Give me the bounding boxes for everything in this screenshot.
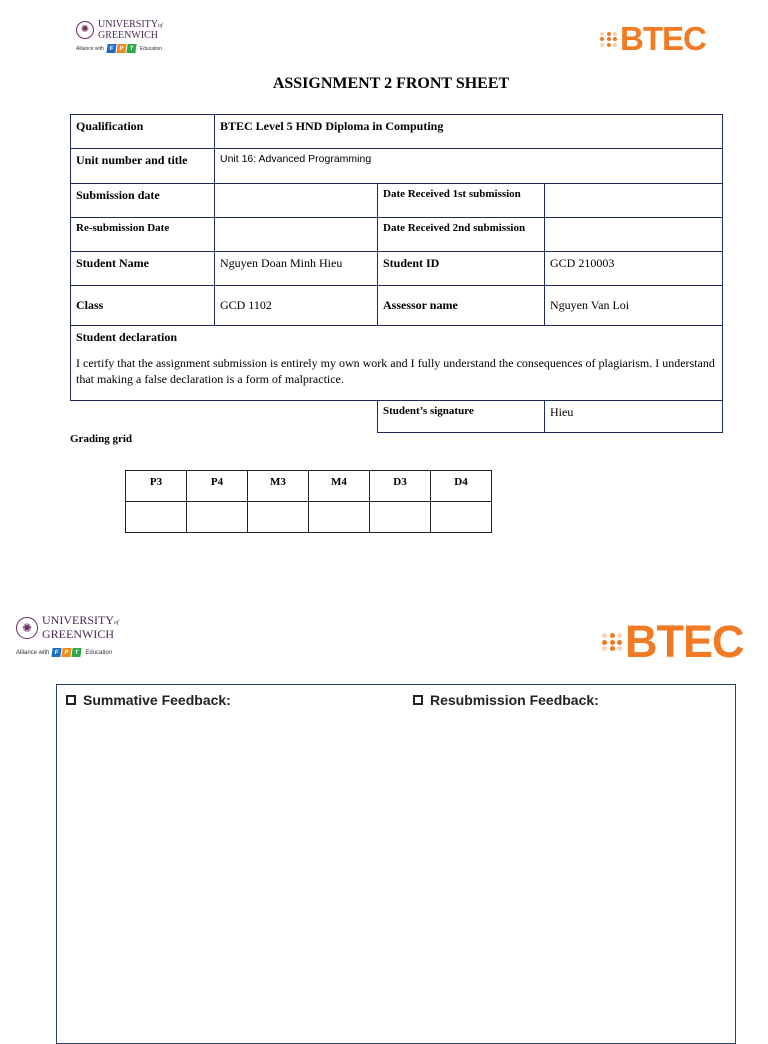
checkbox-icon[interactable] xyxy=(413,695,423,705)
front-sheet-table xyxy=(70,114,723,433)
university-of-greenwich-logo-2: ✺ UNIVERSITYof GREENWICH Alliance with F P T Education xyxy=(16,613,119,656)
date-received-1-label: Date Received 1st submission xyxy=(378,184,545,218)
assessor-value: Nguyen Van Loi xyxy=(545,286,723,326)
grade-header: D3 xyxy=(370,471,431,502)
assessor-label: Assessor name xyxy=(378,286,545,326)
grading-value-row xyxy=(126,502,492,533)
table-row xyxy=(71,252,723,286)
student-name-label: Student Name xyxy=(71,252,215,286)
signature-label: Student’s signature xyxy=(378,401,545,433)
university-of-greenwich-logo: ✺ UNIVERSITYof GREENWICH Alliance with F P T Education xyxy=(76,19,163,52)
unit-label: Unit number and title xyxy=(71,149,215,184)
qualification-label: Qualification xyxy=(71,115,215,149)
table-row xyxy=(71,218,723,252)
fpt-logo: F P T xyxy=(107,44,137,53)
grade-header: P4 xyxy=(187,471,248,502)
grade-cell[interactable] xyxy=(126,502,187,533)
page-title: ASSIGNMENT 2 FRONT SHEET xyxy=(272,75,510,92)
grading-grid xyxy=(125,470,492,533)
grade-cell[interactable] xyxy=(187,502,248,533)
grade-cell[interactable] xyxy=(248,502,309,533)
grade-cell[interactable] xyxy=(431,502,492,533)
summative-feedback-label: Summative Feedback: xyxy=(83,692,231,708)
student-id-value: GCD 210003 xyxy=(545,252,723,286)
submission-date-value[interactable] xyxy=(215,184,378,218)
checkbox-icon[interactable] xyxy=(66,695,76,705)
class-label: Class xyxy=(71,286,215,326)
student-id-label: Student ID xyxy=(378,252,545,286)
btec-logo-2: BTEC xyxy=(602,616,744,668)
table-row xyxy=(71,115,723,149)
fpt-logo: F P T xyxy=(52,648,82,657)
signature-value[interactable]: Hieu xyxy=(545,401,723,433)
grade-header: P3 xyxy=(126,471,187,502)
grade-header: M3 xyxy=(248,471,309,502)
logo-text-greenwich: GREENWICH xyxy=(98,30,158,41)
table-row xyxy=(71,286,723,326)
declaration-cell xyxy=(71,326,723,401)
crest-icon: ✺ xyxy=(16,617,38,639)
table-row xyxy=(71,401,723,433)
date-received-1-value[interactable] xyxy=(545,184,723,218)
resubmission-feedback-label: Resubmission Feedback: xyxy=(430,692,599,708)
feedback-box xyxy=(56,684,736,1044)
btec-logo: BTEC xyxy=(600,20,706,58)
date-received-2-label: Date Received 2nd submission xyxy=(378,218,545,252)
student-name-value: Nguyen Doan Minh Hieu xyxy=(215,252,378,286)
table-row xyxy=(71,326,723,401)
btec-dots-icon xyxy=(600,32,618,47)
signature-spacer xyxy=(71,401,378,433)
grading-header-row xyxy=(126,471,492,502)
unit-value: Unit 16: Advanced Programming xyxy=(215,149,723,184)
logo-text-greenwich: GREENWICH xyxy=(42,627,114,641)
resubmission-date-value[interactable] xyxy=(215,218,378,252)
alliance-line: Alliance with F P T Education xyxy=(76,45,163,52)
grading-grid-label: Grading grid xyxy=(70,433,133,445)
table-row xyxy=(71,184,723,218)
declaration-text: I certify that the assignment submission is entirely my own work and I fully understand the consequences of plagiarism. I understand that making a false declaration is a form of malpractice. xyxy=(76,356,715,386)
grade-header: D4 xyxy=(431,471,492,502)
grade-cell[interactable] xyxy=(370,502,431,533)
summative-feedback-heading xyxy=(66,692,231,708)
alliance-line: Alliance with F P T Education xyxy=(16,649,113,656)
qualification-value: BTEC Level 5 HND Diploma in Computing xyxy=(215,115,723,149)
logo-text-university: UNIVERSITY xyxy=(98,19,158,30)
submission-date-label: Submission date xyxy=(71,184,215,218)
declaration-label: Student declaration xyxy=(76,330,178,344)
date-received-2-value[interactable] xyxy=(545,218,723,252)
grade-cell[interactable] xyxy=(309,502,370,533)
table-row xyxy=(71,149,723,184)
grade-header: M4 xyxy=(309,471,370,502)
resubmission-date-label: Re-submission Date xyxy=(71,218,215,252)
logo-text-university: UNIVERSITY xyxy=(42,613,114,627)
resubmission-feedback-heading xyxy=(413,692,599,708)
btec-dots-icon xyxy=(602,633,623,651)
class-value: GCD 1102 xyxy=(215,286,378,326)
crest-icon: ✺ xyxy=(76,21,94,39)
